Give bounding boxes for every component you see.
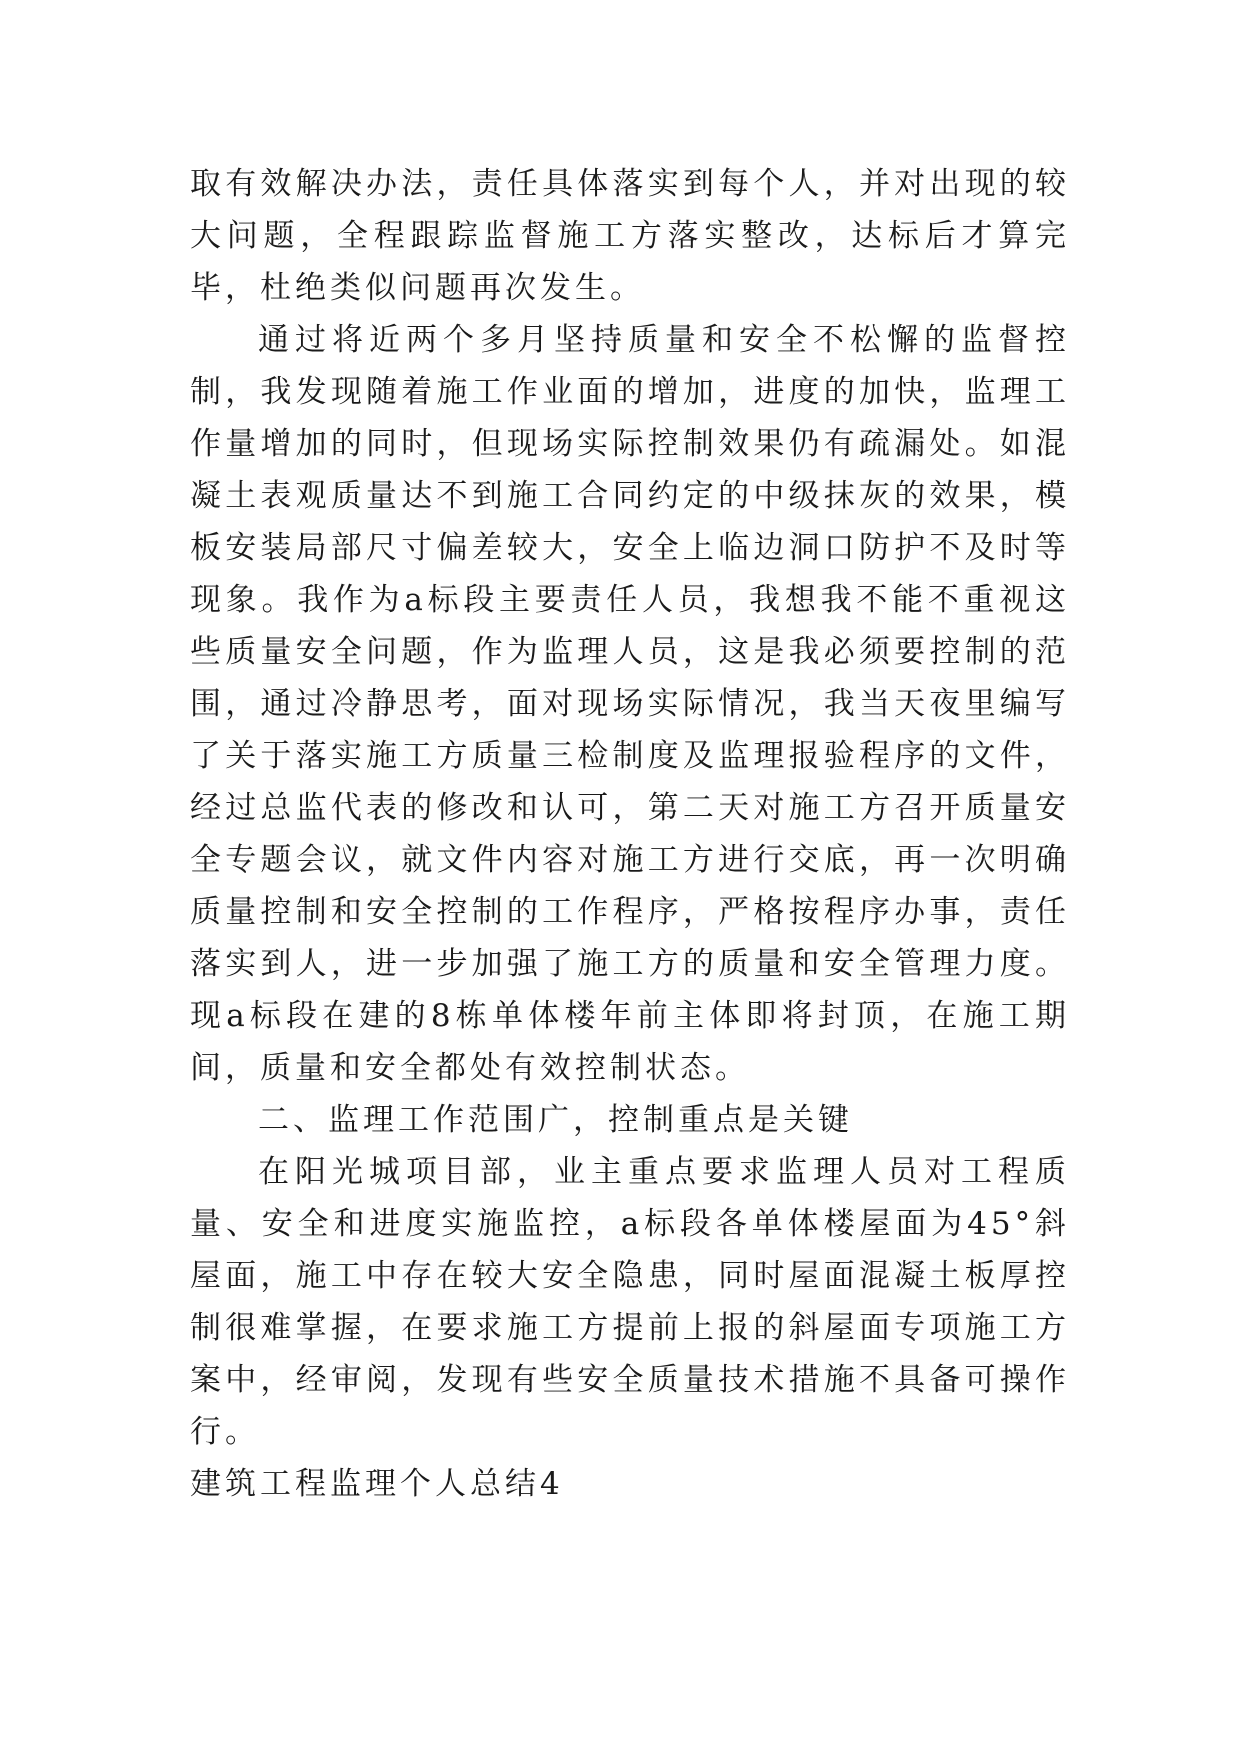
subheading: 二、监理工作范围广，控制重点是关键 [258, 1102, 853, 1138]
paragraph-2: 通过将近两个多月坚持质量和安全不松懈的监督控制，我发现随着施工作业面的增加，进度的加快，监理工作量增加的同时，但现场实际控制效果仍有疏漏处。如混凝土表观质量达不到施工合同约定的中级抹灰的效果，模板安装局部尺寸偏差较大，安全上临边洞口防护不及时等现象。我作为a标段主要责任人员，我想我不能不重视这些质量安全问题，作为监理人员，这是我必须要控制的范围，通过冷静思考，面对现场实际情况，我当天夜里编写了关于落实施工方质量三检制度及监理报验程序的文件，经过总监代表的修改和认可，第二天对施工方召开质量安全专题会议，就文件内容对施工方进行交底，再一次明确质量控制和安全控制的工作程序，严格按程序办事，责任落实到人，进一步加强了施工方的质量和安全管理力度。现a标段在建的8栋单体楼年前主体即将封顶，在施工期间，质量和安全都处有效控制状态。 [190, 322, 1070, 1086]
paragraph-1: 取有效解决办法，责任具体落实到每个人，并对出现的较大问题，全程跟踪监督施工方落实整改，达标后才算完毕，杜绝类似问题再次发生。 [190, 166, 1070, 306]
paragraph-3: 在阳光城项目部，业主重点要求监理人员对工程质量、安全和进度实施监控，a标段各单体楼屋面为45°斜屋面，施工中存在较大安全隐患，同时屋面混凝土板厚控制很难掌握，在要求施工方提前上报的斜屋面专项施工方案中，经审阅，发现有些安全质量技术措施不具备可操作行。 [190, 1154, 1070, 1450]
document-body [190, 158, 1070, 1510]
section-title: 建筑工程监理个人总结4 [190, 1466, 564, 1502]
